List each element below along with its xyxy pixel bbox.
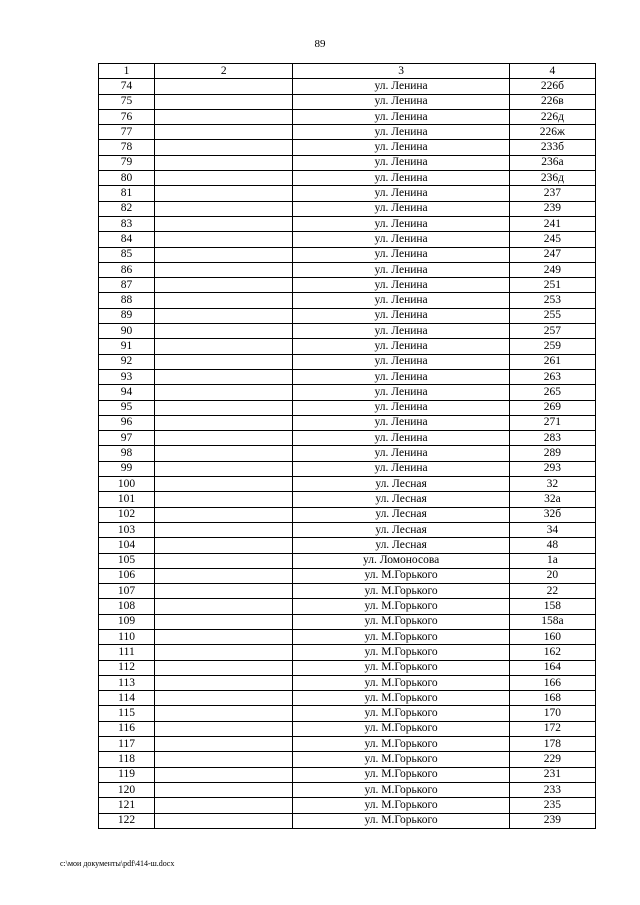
cell-house: 34 (509, 522, 595, 537)
cell-street: ул. М.Горького (293, 767, 509, 782)
column-header-name: 2 (155, 64, 293, 79)
cell-number: 110 (99, 629, 155, 644)
cell-number: 117 (99, 737, 155, 752)
cell-name (155, 645, 293, 660)
cell-house: 235 (509, 798, 595, 813)
cell-number: 108 (99, 599, 155, 614)
table-row (99, 247, 596, 262)
table-row (99, 721, 596, 736)
cell-house: 255 (509, 308, 595, 323)
cell-street: ул. Ленина (293, 461, 509, 476)
cell-name (155, 584, 293, 599)
cell-house: 32а (509, 492, 595, 507)
cell-name (155, 538, 293, 553)
cell-name (155, 293, 293, 308)
cell-number: 95 (99, 400, 155, 415)
cell-street: ул. М.Горького (293, 584, 509, 599)
cell-house: 226ж (509, 125, 595, 140)
cell-house: 158 (509, 599, 595, 614)
page-number: 89 (314, 38, 326, 50)
cell-name (155, 94, 293, 109)
cell-house: 20 (509, 568, 595, 583)
table-row (99, 262, 596, 277)
cell-number: 93 (99, 369, 155, 384)
table-row (99, 629, 596, 644)
cell-house: 269 (509, 400, 595, 415)
table-row (99, 369, 596, 384)
cell-house: 48 (509, 538, 595, 553)
cell-house: 283 (509, 431, 595, 446)
cell-street: ул. М.Горького (293, 752, 509, 767)
table-row (99, 614, 596, 629)
table-row (99, 293, 596, 308)
cell-number: 101 (99, 492, 155, 507)
cell-house: 229 (509, 752, 595, 767)
table-row (99, 109, 596, 124)
cell-house: 233 (509, 782, 595, 797)
cell-number: 90 (99, 324, 155, 339)
cell-number: 77 (99, 125, 155, 140)
cell-name (155, 461, 293, 476)
cell-street: ул. Ленина (293, 278, 509, 293)
table-row (99, 522, 596, 537)
table-row (99, 675, 596, 690)
cell-name (155, 262, 293, 277)
cell-number: 121 (99, 798, 155, 813)
cell-house: 172 (509, 721, 595, 736)
cell-number: 114 (99, 691, 155, 706)
cell-street: ул. М.Горького (293, 798, 509, 813)
cell-name (155, 599, 293, 614)
table-row (99, 691, 596, 706)
cell-house: 226б (509, 79, 595, 94)
cell-number: 81 (99, 186, 155, 201)
table-row (99, 400, 596, 415)
cell-street: ул. М.Горького (293, 568, 509, 583)
cell-street: ул. Ленина (293, 415, 509, 430)
cell-name (155, 324, 293, 339)
cell-street: ул. Ленина (293, 155, 509, 170)
cell-street: ул. Лесная (293, 507, 509, 522)
table-row (99, 492, 596, 507)
cell-number: 122 (99, 813, 155, 828)
cell-street: ул. Ленина (293, 293, 509, 308)
table-row (99, 415, 596, 430)
cell-number: 109 (99, 614, 155, 629)
table-row (99, 354, 596, 369)
cell-name (155, 354, 293, 369)
cell-street: ул. М.Горького (293, 706, 509, 721)
cell-house: 241 (509, 216, 595, 231)
cell-number: 82 (99, 201, 155, 216)
cell-name (155, 171, 293, 186)
cell-number: 120 (99, 782, 155, 797)
cell-name (155, 186, 293, 201)
table-row (99, 752, 596, 767)
cell-house: 158а (509, 614, 595, 629)
cell-street: ул. Ленина (293, 201, 509, 216)
cell-house: 170 (509, 706, 595, 721)
table-row (99, 813, 596, 828)
table-row (99, 308, 596, 323)
cell-name (155, 737, 293, 752)
cell-house: 1а (509, 553, 595, 568)
table-row (99, 461, 596, 476)
cell-name (155, 201, 293, 216)
table-row (99, 660, 596, 675)
cell-house: 271 (509, 415, 595, 430)
cell-name (155, 782, 293, 797)
cell-house: 249 (509, 262, 595, 277)
cell-house: 233б (509, 140, 595, 155)
cell-number: 96 (99, 415, 155, 430)
cell-house: 32б (509, 507, 595, 522)
cell-street: ул. Ленина (293, 339, 509, 354)
cell-name (155, 553, 293, 568)
table-row (99, 538, 596, 553)
cell-name (155, 216, 293, 231)
cell-name (155, 339, 293, 354)
cell-street: ул. М.Горького (293, 614, 509, 629)
cell-street: ул. Ленина (293, 216, 509, 231)
table-row (99, 140, 596, 155)
table-row (99, 94, 596, 109)
table-row (99, 446, 596, 461)
table-row (99, 155, 596, 170)
cell-number: 80 (99, 171, 155, 186)
cell-number: 94 (99, 385, 155, 400)
table-row (99, 385, 596, 400)
cell-street: ул. М.Горького (293, 691, 509, 706)
cell-number: 115 (99, 706, 155, 721)
cell-house: 259 (509, 339, 595, 354)
cell-house: 247 (509, 247, 595, 262)
cell-house: 239 (509, 201, 595, 216)
cell-street: ул. Ленина (293, 385, 509, 400)
cell-number: 98 (99, 446, 155, 461)
table-row (99, 584, 596, 599)
cell-street: ул. Ленина (293, 140, 509, 155)
cell-name (155, 798, 293, 813)
cell-number: 83 (99, 216, 155, 231)
cell-house: 237 (509, 186, 595, 201)
cell-number: 100 (99, 477, 155, 492)
cell-street: ул. Ленина (293, 247, 509, 262)
cell-number: 79 (99, 155, 155, 170)
cell-street: ул. М.Горького (293, 645, 509, 660)
table-row (99, 568, 596, 583)
cell-name (155, 721, 293, 736)
cell-street: ул. М.Горького (293, 599, 509, 614)
cell-name (155, 155, 293, 170)
cell-house: 162 (509, 645, 595, 660)
cell-number: 105 (99, 553, 155, 568)
cell-street: ул. Ленина (293, 125, 509, 140)
cell-number: 91 (99, 339, 155, 354)
cell-street: ул. Ленина (293, 109, 509, 124)
cell-number: 107 (99, 584, 155, 599)
cell-house: 160 (509, 629, 595, 644)
cell-number: 119 (99, 767, 155, 782)
cell-street: ул. Ленина (293, 94, 509, 109)
cell-house: 253 (509, 293, 595, 308)
cell-house: 265 (509, 385, 595, 400)
table-row (99, 431, 596, 446)
cell-number: 102 (99, 507, 155, 522)
cell-street: ул. М.Горького (293, 675, 509, 690)
cell-name (155, 278, 293, 293)
table-body (99, 79, 596, 829)
table-row (99, 798, 596, 813)
cell-name (155, 522, 293, 537)
cell-street: ул. Ленина (293, 171, 509, 186)
cell-street: ул. Лесная (293, 477, 509, 492)
cell-name (155, 660, 293, 675)
table-row (99, 125, 596, 140)
cell-street: ул. М.Горького (293, 813, 509, 828)
cell-name (155, 767, 293, 782)
cell-number: 103 (99, 522, 155, 537)
table-row (99, 553, 596, 568)
column-header-number: 1 (99, 64, 155, 79)
cell-name (155, 125, 293, 140)
cell-number: 99 (99, 461, 155, 476)
cell-name (155, 614, 293, 629)
table-row (99, 782, 596, 797)
cell-number: 92 (99, 354, 155, 369)
cell-name (155, 706, 293, 721)
cell-name (155, 492, 293, 507)
cell-name (155, 675, 293, 690)
cell-house: 261 (509, 354, 595, 369)
cell-number: 104 (99, 538, 155, 553)
cell-number: 76 (99, 109, 155, 124)
cell-number: 89 (99, 308, 155, 323)
column-header-house: 4 (509, 64, 595, 79)
cell-house: 178 (509, 737, 595, 752)
cell-street: ул. М.Горького (293, 737, 509, 752)
cell-street: ул. Ленина (293, 446, 509, 461)
cell-street: ул. Ленина (293, 79, 509, 94)
cell-number: 112 (99, 660, 155, 675)
cell-name (155, 79, 293, 94)
cell-name (155, 691, 293, 706)
cell-number: 74 (99, 79, 155, 94)
table-row (99, 599, 596, 614)
cell-name (155, 507, 293, 522)
cell-house: 289 (509, 446, 595, 461)
table-row (99, 79, 596, 94)
table-row (99, 767, 596, 782)
cell-house: 22 (509, 584, 595, 599)
cell-name (155, 308, 293, 323)
cell-number: 75 (99, 94, 155, 109)
cell-name (155, 813, 293, 828)
cell-number: 111 (99, 645, 155, 660)
table-row (99, 232, 596, 247)
address-table (98, 63, 596, 829)
cell-number: 113 (99, 675, 155, 690)
table-row (99, 645, 596, 660)
cell-street: ул. Ленина (293, 369, 509, 384)
table-header-row (99, 64, 596, 79)
cell-name (155, 415, 293, 430)
cell-house: 239 (509, 813, 595, 828)
cell-house: 236а (509, 155, 595, 170)
table-row (99, 706, 596, 721)
table-row (99, 216, 596, 231)
cell-number: 88 (99, 293, 155, 308)
cell-name (155, 446, 293, 461)
cell-street: ул. Ленина (293, 232, 509, 247)
cell-street: ул. Ленина (293, 431, 509, 446)
cell-street: ул. Ленина (293, 324, 509, 339)
cell-name (155, 369, 293, 384)
table-row (99, 737, 596, 752)
table-row (99, 171, 596, 186)
cell-street: ул. Ленина (293, 186, 509, 201)
column-header-street: 3 (293, 64, 509, 79)
cell-name (155, 385, 293, 400)
cell-house: 245 (509, 232, 595, 247)
cell-house: 231 (509, 767, 595, 782)
cell-house: 293 (509, 461, 595, 476)
cell-house: 257 (509, 324, 595, 339)
footer-file-path: c:\мои документы\pdf\414-ш.docx (60, 859, 175, 868)
cell-number: 84 (99, 232, 155, 247)
cell-street: ул. Лесная (293, 492, 509, 507)
cell-house: 166 (509, 675, 595, 690)
cell-house: 236д (509, 171, 595, 186)
cell-number: 85 (99, 247, 155, 262)
table-row (99, 278, 596, 293)
table-row (99, 507, 596, 522)
cell-name (155, 629, 293, 644)
cell-street: ул. Ленина (293, 262, 509, 277)
cell-name (155, 232, 293, 247)
cell-name (155, 431, 293, 446)
cell-house: 226в (509, 94, 595, 109)
cell-name (155, 400, 293, 415)
cell-house: 168 (509, 691, 595, 706)
cell-name (155, 752, 293, 767)
table-row (99, 324, 596, 339)
cell-street: ул. М.Горького (293, 782, 509, 797)
cell-street: ул. М.Горького (293, 629, 509, 644)
cell-house: 164 (509, 660, 595, 675)
cell-name (155, 568, 293, 583)
table-row (99, 339, 596, 354)
cell-number: 106 (99, 568, 155, 583)
table-row (99, 477, 596, 492)
cell-number: 86 (99, 262, 155, 277)
table-row (99, 186, 596, 201)
cell-street: ул. Ленина (293, 400, 509, 415)
cell-house: 263 (509, 369, 595, 384)
cell-name (155, 109, 293, 124)
cell-street: ул. М.Горького (293, 721, 509, 736)
cell-number: 87 (99, 278, 155, 293)
cell-house: 251 (509, 278, 595, 293)
cell-number: 97 (99, 431, 155, 446)
cell-street: ул. Ленина (293, 354, 509, 369)
cell-house: 32 (509, 477, 595, 492)
cell-street: ул. Лесная (293, 522, 509, 537)
cell-number: 118 (99, 752, 155, 767)
cell-street: ул. Ломоносова (293, 553, 509, 568)
cell-number: 116 (99, 721, 155, 736)
cell-name (155, 140, 293, 155)
cell-number: 78 (99, 140, 155, 155)
cell-name (155, 477, 293, 492)
cell-street: ул. М.Горького (293, 660, 509, 675)
table-row (99, 201, 596, 216)
cell-house: 226д (509, 109, 595, 124)
cell-street: ул. Лесная (293, 538, 509, 553)
cell-name (155, 247, 293, 262)
cell-street: ул. Ленина (293, 308, 509, 323)
